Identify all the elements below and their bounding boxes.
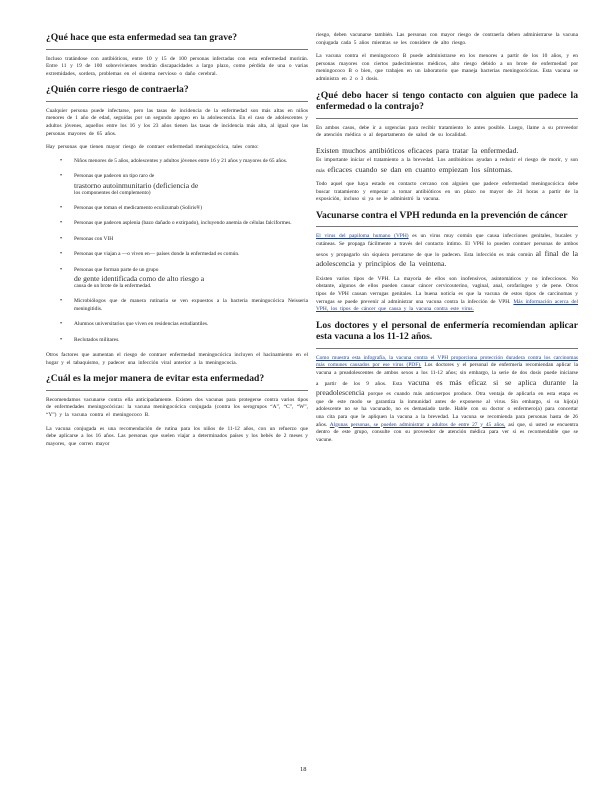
paragraph: La vacuna conjugada es una recomendación de rutina para los niños de 11-12 años, con un refuerzo que debe aplicarse a los 16 años. Las personas que suelen viajar a determinados países y los bebés de 2 meses y mayores, que corren mayor bbox=[46, 425, 308, 447]
paragraph bbox=[316, 276, 578, 314]
infographic-link[interactable]: Como muestra esta infografía, la vacuna contra el VPH proporciona protección duradera contra los carcinomas más comunes causados por ese virus (PDF). bbox=[316, 354, 578, 369]
bullet-icon: • bbox=[60, 173, 63, 180]
paragraph: Todo aquel que haya estado en contacto cercano con alguien que padece enfermedad meningocócica debe buscar tratamiento y empezar a tomar antibióticos en un plazo no mayor de 24 horas a partir de la exposición, incluso si ya se le administró la vacuna. bbox=[316, 181, 578, 203]
divider bbox=[46, 49, 308, 50]
list-item-text: causa de un brote de la enfermedad. bbox=[74, 283, 152, 289]
paragraph bbox=[316, 233, 578, 269]
page-number: 18 bbox=[300, 766, 307, 773]
section-title-recommendation: Los doctores y el personal de enfermería recomiendan aplicar esta vacuna a los 11-12 años. bbox=[316, 319, 578, 343]
risk-list-item bbox=[60, 267, 308, 291]
bullet-icon: • bbox=[60, 336, 63, 343]
divider bbox=[316, 348, 578, 349]
emphasis-text: trastorno autoinmunitario (deficiencia de bbox=[74, 180, 199, 190]
paragraph: Otros factores que aumentan el riesgo de contraer enfermedad meningocócica incluyen el hacinamiento en el hogar y el tabaquismo, y padecer una infección viral anterior a la meningococia. bbox=[46, 352, 308, 366]
risk-list-item bbox=[60, 321, 308, 328]
bullet-icon: • bbox=[60, 298, 63, 305]
bullet-icon: • bbox=[60, 220, 63, 227]
list-item-text: los componentes del complemento) bbox=[74, 189, 151, 196]
list-item-text: Niños menores de 5 años, adolescentes y adultos jóvenes entre 16 y 21 años y mayores de 65 años. bbox=[74, 157, 288, 164]
list-item-text: Personas que toman el medicamento eculizumab (Soliris®) bbox=[74, 204, 203, 211]
section-title-contact: ¿Qué debo hacer si tengo contacto con alguien que padece la enfermedad o la contrajo? bbox=[316, 89, 578, 113]
paragraph-text: Es importante iniciar el tratamiento a la brevedad. Los antibióticos ayudan a reducir el riesgo de morir, y son más bbox=[316, 156, 578, 174]
bullet-icon: • bbox=[60, 266, 63, 273]
risk-list bbox=[46, 158, 308, 344]
divider bbox=[316, 118, 578, 119]
section-title-risk: ¿Quién corre riesgo de contraerla? bbox=[46, 84, 189, 96]
section-title-prevention: ¿Cuál es la mejor manera de evitar esta enfermedad? bbox=[46, 373, 265, 385]
list-item-text: Microbiólogos que de manera rutinaria se ven expuestos a la bacteria meningocócica Neisseria meningitidis. bbox=[74, 298, 308, 312]
lead-sentence: Existen muchos antibióticos eficaces para tratar la enfermedad. bbox=[316, 145, 519, 155]
risk-list-item bbox=[60, 205, 308, 212]
paragraph bbox=[316, 355, 578, 445]
emphasis-text: vacuna es más eficaz si se aplica durante la preadolescencia bbox=[316, 377, 578, 398]
emphasis-text: al final de la adolescencia y principios de la veintena. bbox=[316, 248, 578, 269]
section-title-hpv: Vacunarse contra el VPH redunda en la prevención de cáncer bbox=[316, 209, 568, 221]
list-item-text: Personas que padecen asplenia (bazo dañado o extirpado), incluyendo anemia de células falciformes. bbox=[74, 220, 292, 227]
paragraph-text: es un virus muy común que causa infecciones genitales, bucales y cutáneas. Se propaga fácilmente a través del contacto íntimo. El VPH lo pueden contraer personas de ambos sexos y propagarlo sin siquiera percatarse de que lo padecen. Esta infección es más común bbox=[316, 233, 578, 258]
risk-list-item bbox=[60, 337, 308, 344]
right-column bbox=[316, 32, 578, 450]
list-item-text: Personas que padecen un tipo raro de bbox=[74, 173, 155, 180]
bullet-icon: • bbox=[60, 204, 63, 211]
list-item-text: Reclutados militares. bbox=[74, 336, 120, 343]
risk-list-item bbox=[60, 220, 308, 227]
risk-list-item bbox=[60, 236, 308, 243]
bullet-icon: • bbox=[60, 251, 63, 258]
paragraph: Incluso tratándose con antibióticos, entre 10 y 15 de 100 personas infectadas con esta enfermedad morirán. Entre 11 y 19 de 100 sobrevivientes tendrán discapacidades a largo plazo, como pérdida de una o varias extremidades, sordera, problemas en el sistema nervioso o daño cerebral. bbox=[46, 55, 308, 77]
emphasis-text: de gente identificada como de alto riesgo a bbox=[74, 274, 205, 283]
risk-list-item bbox=[60, 298, 308, 313]
list-item-text: Alumnos universitarios que viven en residencias estudiantiles. bbox=[74, 321, 209, 328]
paragraph: riesgo, deben vacunarse también. Las personas con mayor riesgo de contraerla deben administrarse la vacuna conjugada cada 5 años mientras se les considere de alto riesgo. bbox=[316, 32, 578, 46]
divider bbox=[316, 226, 578, 227]
divider bbox=[46, 390, 308, 391]
hpv-link[interactable]: El virus del papiloma humano (VPH) bbox=[316, 233, 409, 240]
paragraph: Cualquier persona puede infectarse, pero las tasas de incidencia de la enfermedad son más altas en niños menores de 1 año de edad, seguidas por un segundo apogeo en la adolescencia. En el caso de adolescentes y adultos jóvenes, aquellos entre los 16 y los 23 años tienen las tasas de incidencia más alta, al igual que las personas mayores de 65 años. bbox=[46, 107, 308, 137]
hpv-more-info-link[interactable]: Más información acerca del VPH, los tipos de cáncer que causa y la vacuna contra este virus. bbox=[316, 298, 579, 313]
paragraph bbox=[316, 157, 578, 175]
risk-list-item bbox=[60, 251, 308, 258]
list-item-text: Personas con VIH bbox=[74, 235, 114, 242]
list-item-text: Personas que viajan a —o viven en— países donde la enfermedad es común. bbox=[74, 251, 240, 258]
bullet-icon: • bbox=[60, 157, 63, 164]
paragraph-text: porque es cuando más anticuerpos produce. Otra ventaja de aplicarla en esta etapa es que de este modo se garantiza la inmunidad antes de exponerse al virus. Sin embargo, si su hijo(a) adolescente no se ha vacunado, no es demasiado tarde. Hable con su doctor o enfermero(a) para concertar una cita para que le apliquen la vacuna a la brevedad. La vacuna se recomienda para personas hasta de 26 años. bbox=[316, 391, 578, 428]
left-column bbox=[46, 32, 308, 454]
paragraph: Hay personas que tienen mayor riesgo de contraer enfermedad meningocócica, tales como: bbox=[46, 144, 259, 151]
paragraph: En ambos casos, debe ir a urgencias para recibir tratamiento lo antes posible. Luego, llame a su proveedor de atención médica o al departamento de salud de su localidad. bbox=[316, 124, 578, 139]
risk-list-item bbox=[60, 173, 308, 197]
risk-list-item bbox=[60, 158, 308, 165]
emphasis-text: eficaces cuando se dan en cuanto empiezan los síntomas. bbox=[327, 164, 513, 174]
paragraph-text: Existen varios tipos de VPH. La mayoría de ellos son inofensivos, asintomáticos y no infecciosos. No obstante, algunos de ellos pueden causar cáncer cervicouterino, vaginal, anal, orofaríngeo y de pene. Otros tipos de VPH causan verrugas genitales. La buena noticia es que la vacuna de estos tipos de carcinomas y verrugas se puede prevenir al administrar una vacuna contra la infección de VPH. bbox=[316, 275, 578, 305]
paragraph: Recomendamos vacunarse contra ella anticipadamente. Existen dos vacunas para protegerse contra varios tipos de enfermedades meningocócicas: la vacuna meningocócica conjugada (contra los serogrupos “A”, “C”, “W”, “Y”) y la vacuna contra el meningococo B. bbox=[46, 396, 308, 418]
bullet-icon: • bbox=[60, 235, 63, 242]
paragraph-text: Los doctores y el personal de enfermería recomiendan aplicar la vacuna a preadolescentes de ambos sexos a los 11-12 años; sin embargo, la serie de dos dosis puede iniciarse a partir de los 9 años. Esta bbox=[316, 362, 578, 387]
divider bbox=[46, 101, 308, 102]
list-item-text: Personas que forman parte de un grupo bbox=[74, 266, 159, 273]
adult-vaccination-link[interactable]: Algunas personas, se pueden administrar a adultos de entre 27 y 45 años, bbox=[329, 421, 506, 428]
paragraph-text: así que, si usted se encuentra dentro de este grupo, consulte con su proveedor de atención médica para ver si es recomendable que se vacune. bbox=[316, 421, 578, 443]
paragraph: La vacuna contra el meningococo B puede administrarse en los menores a partir de los 10 años, y en personas mayores con ciertos padecimientos médicos, alto riesgo debido a un brote de enfermedad por meningococo B o bien, que trabajen en un laboratorio que maneja bacterias meningocócicas. Esta vacuna se administra en 2 o 3 dosis. bbox=[316, 53, 578, 82]
section-title-severity: ¿Qué hace que esta enfermedad sea tan grave? bbox=[46, 32, 238, 43]
bullet-icon: • bbox=[60, 321, 63, 328]
